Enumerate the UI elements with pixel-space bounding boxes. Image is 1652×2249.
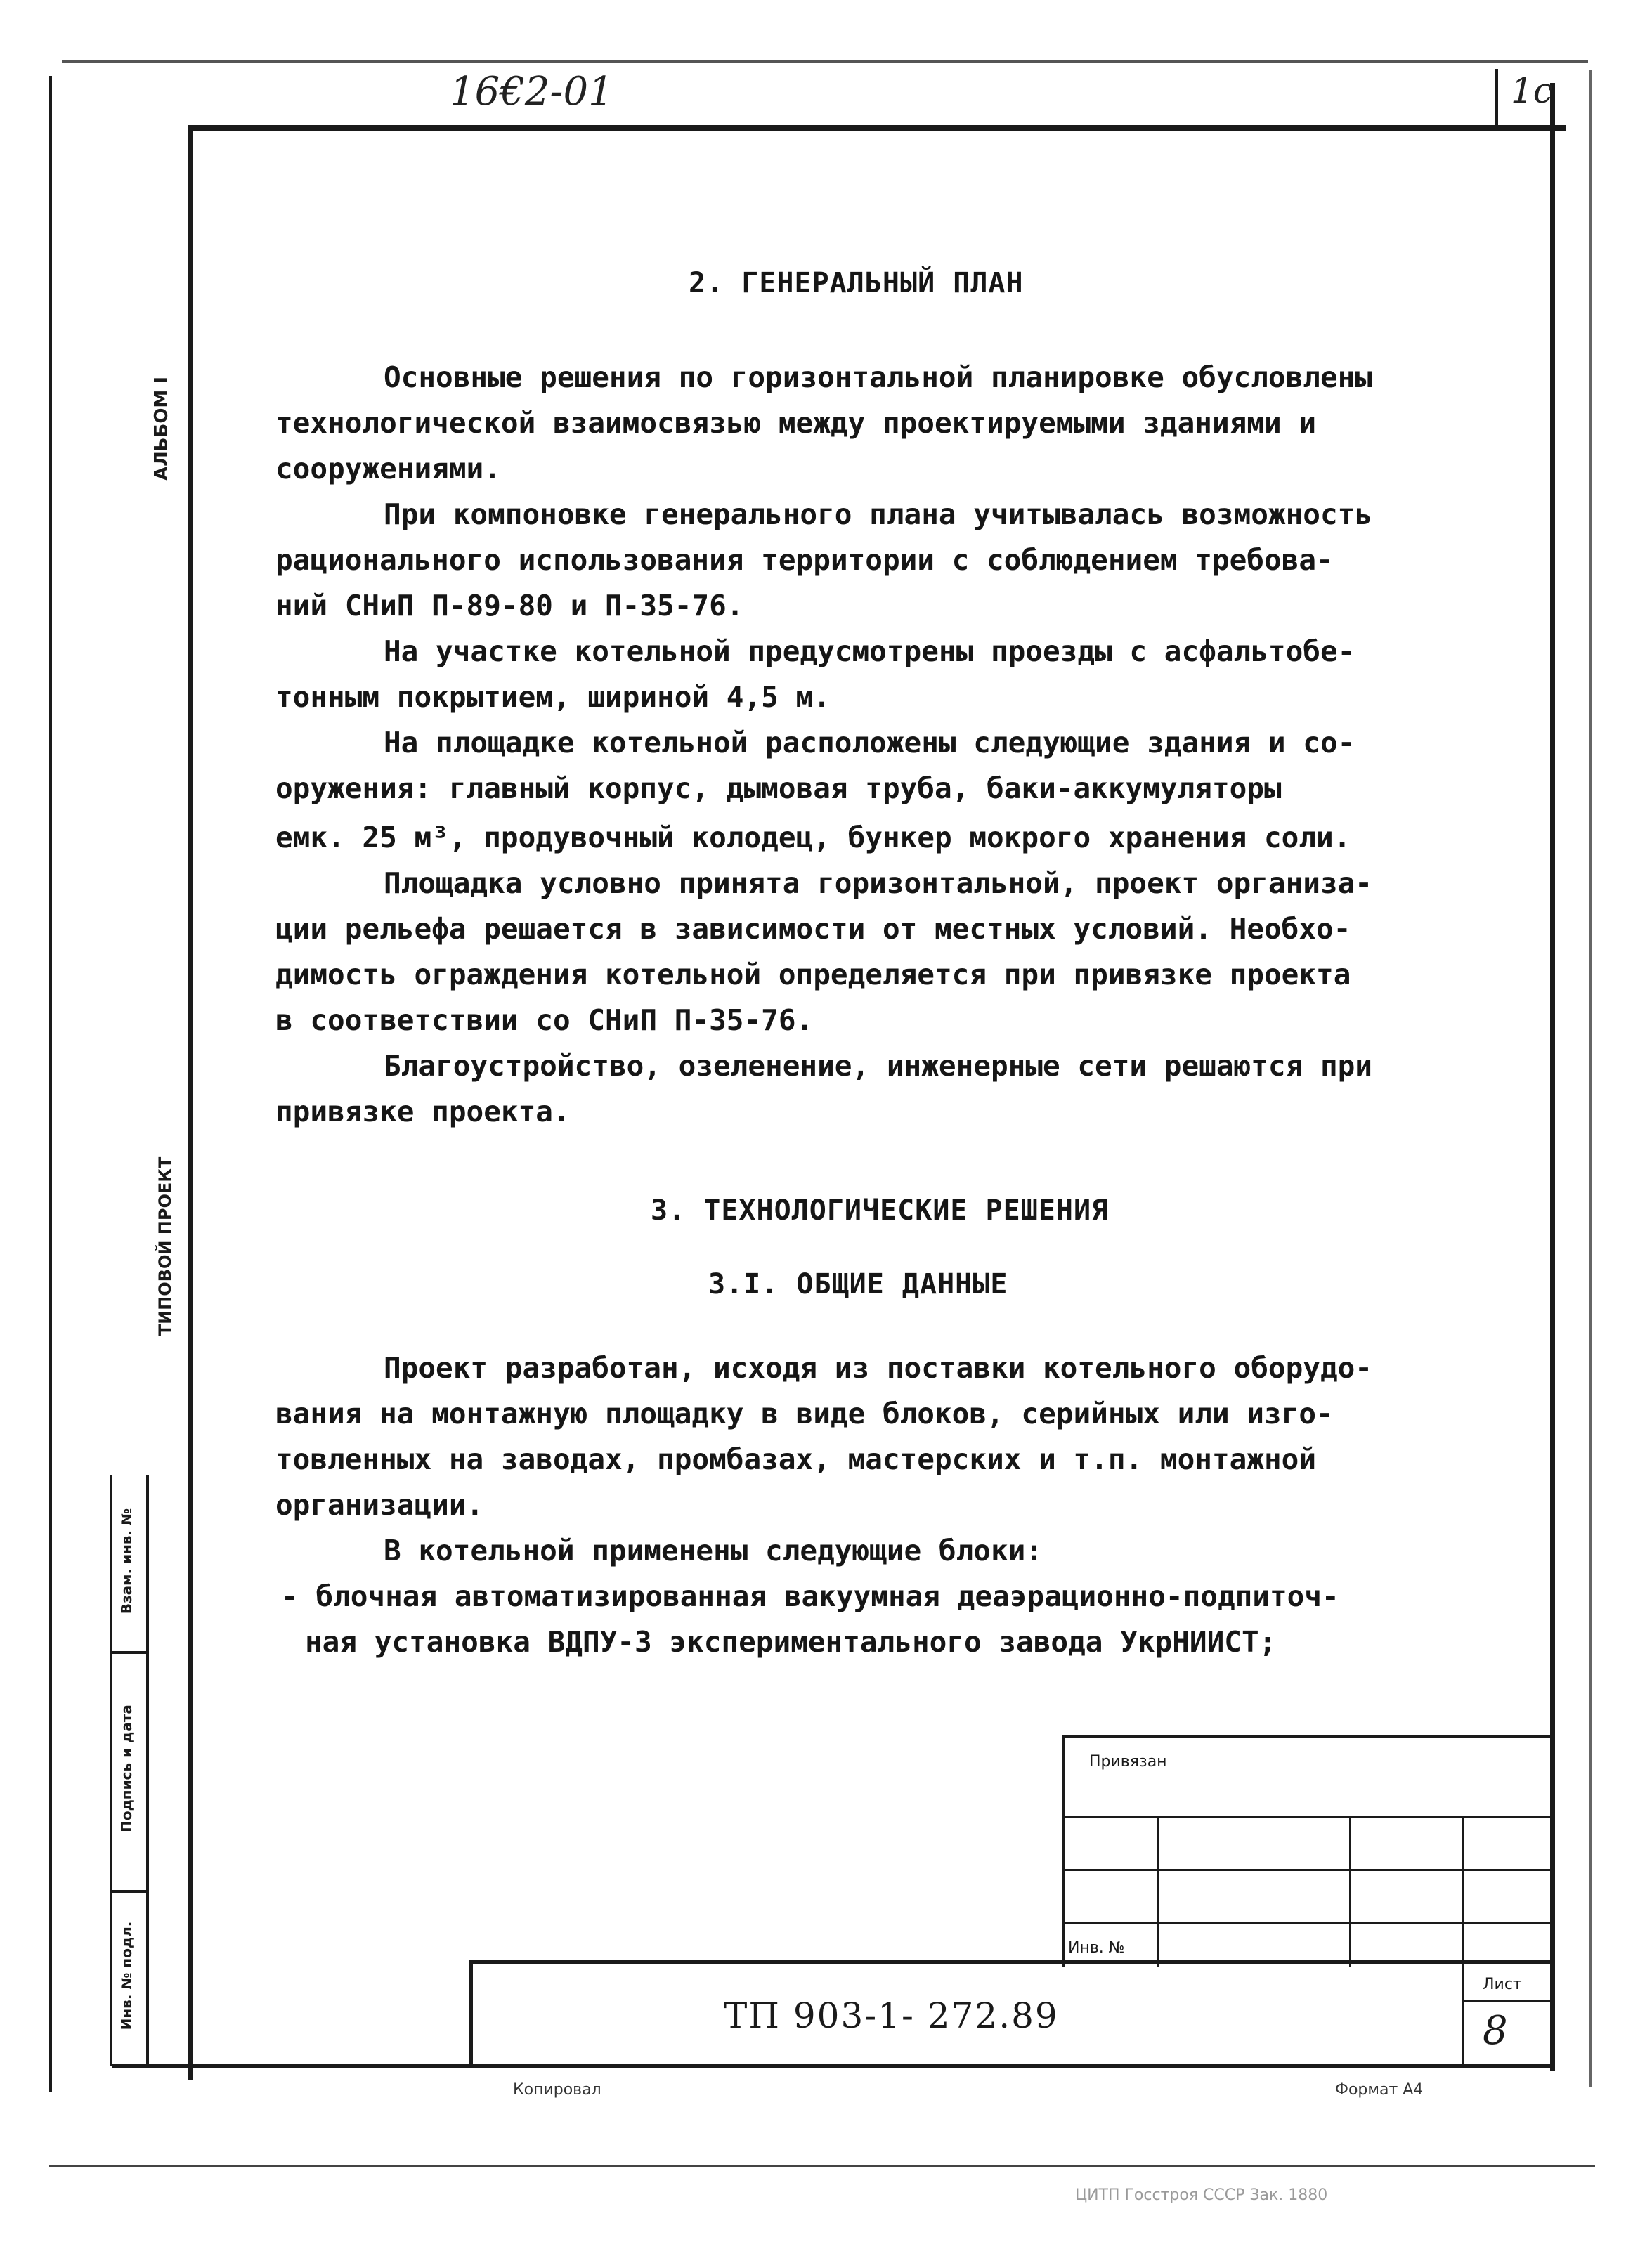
stamp-grid-line <box>1062 1816 1554 1818</box>
bottom-border-inner <box>112 2064 1553 2068</box>
paragraph-line: В котельной применены следующие блоки: <box>384 1534 1043 1567</box>
inner-left-border <box>188 125 193 2080</box>
title-box-left <box>469 1960 473 2066</box>
paragraph-line: организации. <box>275 1488 484 1522</box>
section-2-heading: 2. ГЕНЕРАЛЬНЫЙ ПЛАН <box>689 267 1024 299</box>
paragraph-line: Благоустройство, озеленение, инженерные сети решаются при <box>384 1049 1372 1083</box>
inv-no-label: Инв. № <box>1068 1939 1125 1957</box>
paragraph-line: технологической взаимосвязью между проектируемыми зданиями и <box>275 406 1317 440</box>
stamp-grid-line <box>1062 1735 1065 1967</box>
paragraph-line: товленных на заводах, промбазах, мастерских и т.п. монтажной <box>275 1442 1317 1476</box>
paragraph-line: ний СНиП П-89-80 и П-35-76. <box>275 589 744 622</box>
section-3-1-subheading: 3.I. ОБЩИЕ ДАННЫЕ <box>708 1268 1008 1300</box>
stamp-grid-line <box>1157 1816 1159 1967</box>
paragraph-line: На участке котельной предусмотрены проезды с асфальтобе- <box>384 634 1355 668</box>
outer-top-border <box>62 60 1588 63</box>
title-box-top <box>469 1960 1555 1964</box>
paragraph-line: При компоновке генерального плана учитывалась возможность <box>384 497 1372 531</box>
paragraph-line: димость ограждения котельной определяется при привязке проекта <box>275 958 1351 991</box>
document-code: ТП 903-1- 272.89 <box>724 1995 1059 2036</box>
archive-number: 16€2-01 <box>450 69 613 115</box>
format-label: Формат А4 <box>1335 2081 1424 2099</box>
paragraph-line: На площадке котельной расположены следующие здания и со- <box>384 726 1355 760</box>
stamp-cell-replacement-inv: Взам. инв. № <box>118 1508 135 1615</box>
project-type-label: ТИПОВОЙ ПРОЕКТ <box>155 1156 175 1336</box>
paragraph-line: емк. 25 м³, продувочный колодец, бункер мокрого хранения соли. <box>275 821 1351 854</box>
stamp-cell-divider-2 <box>110 1890 149 1893</box>
header-divider <box>1495 69 1498 125</box>
bottom-border-outer <box>49 2165 1595 2167</box>
stamp-grid-line <box>1062 1735 1554 1738</box>
privyazan-label: Привязан <box>1089 1753 1167 1771</box>
title-box-sheet-divider <box>1462 1960 1464 2066</box>
copied-by-label: Копировал <box>513 2081 601 2099</box>
paragraph-line: ции рельефа решается в зависимости от местных условий. Необхо- <box>275 912 1351 946</box>
stamp-cell-original-inv: Инв. № подл. <box>118 1921 135 2030</box>
section-3-heading: 3. ТЕХНОЛОГИЧЕСКИЕ РЕШЕНИЯ <box>651 1194 1110 1227</box>
title-box-sheet-label-divider <box>1462 2000 1553 2002</box>
stamp-column-left <box>110 1475 112 2066</box>
stamp-cell-signature-date: Подпись и дата <box>118 1704 135 1832</box>
paragraph-line: сооружениями. <box>275 452 501 485</box>
paragraph-line: Площадка условно принята горизонтальной, проект организа- <box>384 866 1372 900</box>
sheet-number: 8 <box>1483 2008 1508 2054</box>
paragraph-line: рационального использования территории с соблюдением требова- <box>275 543 1334 577</box>
stamp-column-mid <box>146 1475 149 2066</box>
stamp-grid-line <box>1462 1816 1464 1967</box>
corner-mark: 1c <box>1511 70 1553 111</box>
print-note: ЦИТП Госстроя СССР Зак. 1880 <box>1075 2186 1328 2204</box>
paragraph-line: привязке проекта. <box>275 1095 571 1128</box>
bullet-line: - блочная автоматизированная вакуумная деаэрационно-подпиточ- <box>281 1579 1339 1613</box>
stamp-grid-line <box>1062 1869 1554 1871</box>
bullet-line: ная установка ВДПУ-3 экспериментального завода УкрНИИСТ; <box>305 1625 1277 1659</box>
stamp-grid-line <box>1062 1922 1554 1924</box>
paragraph-line: Проект разработан, исходя из поставки котельного оборудо- <box>384 1351 1372 1385</box>
stamp-cell-divider-1 <box>110 1651 149 1654</box>
sheet-label: Лист <box>1483 1976 1522 1993</box>
album-label: АЛЬБОМ I <box>151 376 172 481</box>
paragraph-line: в соответствии со СНиП П-35-76. <box>275 1003 814 1037</box>
outer-left-border <box>49 76 52 2092</box>
stamp-grid-line <box>1349 1816 1351 1967</box>
paragraph-line: Основные решения по горизонтальной планировке обусловлены <box>384 360 1372 394</box>
inner-top-border <box>188 125 1566 131</box>
paragraph-line: тонным покрытием, шириной 4,5 м. <box>275 680 831 714</box>
paragraph-line: вания на монтажную площадку в виде блоков, серийных или изго- <box>275 1397 1334 1430</box>
paragraph-line: оружения: главный корпус, дымовая труба, баки-аккумуляторы <box>275 771 1282 805</box>
